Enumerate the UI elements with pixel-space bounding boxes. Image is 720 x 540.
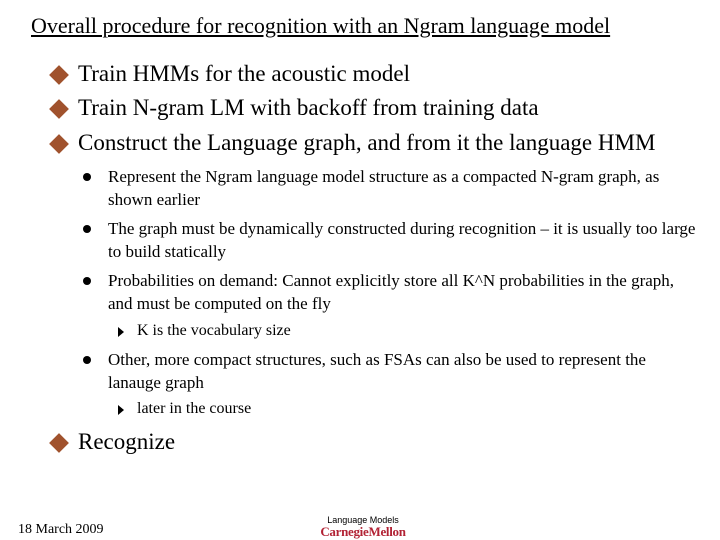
diamond-bullet-icon bbox=[49, 99, 69, 119]
dot-bullet-icon bbox=[83, 277, 91, 285]
diamond-bullet-icon bbox=[49, 65, 69, 85]
dot-bullet-icon bbox=[83, 173, 91, 181]
sub-bullet-item: Represent the Ngram language model structure as a compacted N-gram graph, as shown earlier bbox=[108, 167, 660, 209]
sub-sub-bullet-item: K is the vocabulary size bbox=[137, 322, 291, 339]
slide-title: Overall procedure for recognition with an Ngram language model bbox=[31, 13, 611, 38]
university-logo: CarnegieMellon bbox=[320, 524, 406, 539]
bullet-item: Construct the Language graph, and from it the language HMM bbox=[78, 130, 656, 155]
dot-bullet-icon bbox=[83, 225, 91, 233]
sub-bullet-item: Probabilities on demand: Cannot explicitly store all K^N probabilities in the graph, and must be computed on the fly bbox=[108, 271, 675, 313]
footer-date: 18 March 2009 bbox=[18, 522, 104, 537]
footer-label: Language Models bbox=[327, 515, 399, 525]
bullet-item: Recognize bbox=[78, 429, 176, 454]
triangle-bullet-icon bbox=[118, 327, 124, 337]
triangle-bullet-icon bbox=[118, 405, 124, 415]
sub-bullet-item: The graph must be dynamically constructed during recognition – it is usually too large to build statically bbox=[108, 219, 696, 261]
diamond-bullet-icon bbox=[49, 433, 69, 453]
bullet-item: Train HMMs for the acoustic model bbox=[78, 61, 410, 86]
bullet-item: Train N-gram LM with backoff from training data bbox=[78, 95, 539, 120]
sub-sub-bullet-item: later in the course bbox=[137, 400, 252, 417]
dot-bullet-icon bbox=[83, 356, 91, 364]
footer-branding bbox=[318, 515, 408, 539]
diamond-bullet-icon bbox=[49, 134, 69, 154]
sub-bullet-item: Other, more compact structures, such as FSAs can also be used to represent the lanauge graph bbox=[108, 350, 646, 392]
